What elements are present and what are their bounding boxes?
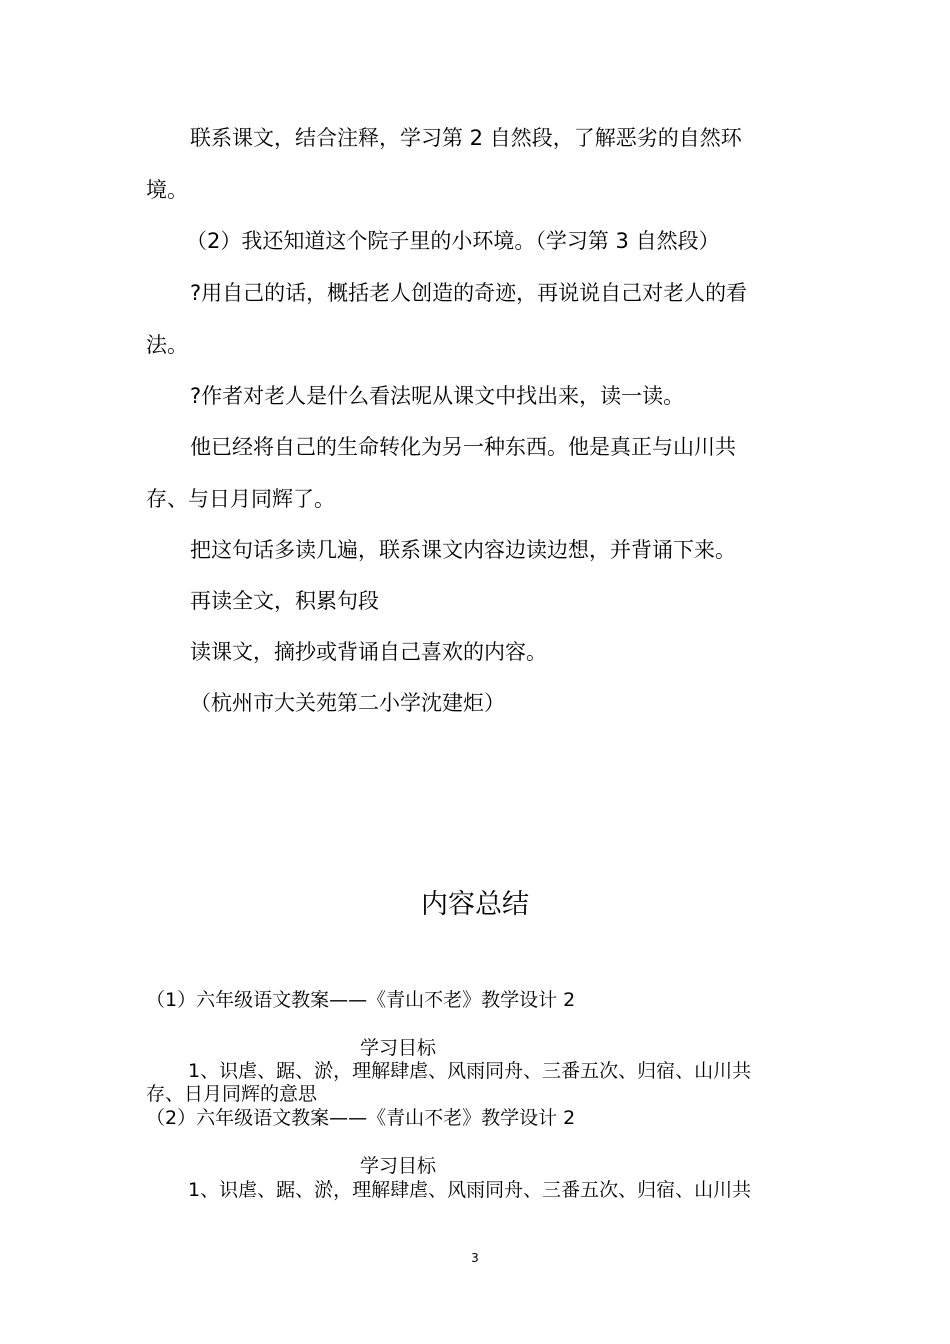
body-paragraph-line: 联系课文，结合注释，学习第 2 自然段，了解恶劣的自然环 xyxy=(190,126,742,150)
body-paragraph-line: 再读全文，积累句段 xyxy=(190,589,379,613)
body-paragraph-line: 存、与日月同辉了。 xyxy=(146,487,335,511)
summary-item-line: 1、识虐、踞、淤，理解肆虐、风雨同舟、三番五次、归宿、山川共 xyxy=(188,1179,752,1201)
author-attribution: （杭州市大关苑第二小学沈建炬） xyxy=(190,691,505,715)
body-paragraph-line: （2）我还知道这个院子里的小环境。（学习第 3 自然段） xyxy=(186,229,720,253)
summary-item-title: （2）六年级语文教案——《青山不老》教学设计 2 xyxy=(146,1107,576,1129)
summary-item-line: 1、识虐、踞、淤，理解肆虐、风雨同舟、三番五次、归宿、山川共 xyxy=(188,1060,752,1082)
body-paragraph-line: 法。 xyxy=(146,333,188,357)
summary-heading: 内容总结 xyxy=(421,889,529,920)
body-paragraph-line: ?用自己的话，概括老人创造的奇迹，再说说自己对老人的看 xyxy=(190,281,748,305)
body-paragraph-line: 境。 xyxy=(146,178,188,202)
body-paragraph-line: 把这句话多读几遍，联系课文内容边读边想，并背诵下来。 xyxy=(190,538,736,562)
summary-item-subtitle: 学习目标 xyxy=(360,1037,437,1059)
summary-item-subtitle: 学习目标 xyxy=(360,1155,437,1177)
body-paragraph-line: 读课文，摘抄或背诵自己喜欢的内容。 xyxy=(190,640,547,664)
body-paragraph-line: ?作者对老人是什么看法呢从课文中找出来，读一读。 xyxy=(190,384,685,408)
summary-item-line: 存、日月同辉的意思 xyxy=(146,1083,318,1105)
page-number: 3 xyxy=(471,1251,479,1265)
summary-item-title: （1）六年级语文教案——《青山不老》教学设计 2 xyxy=(146,989,576,1011)
body-paragraph-line: 他已经将自己的生命转化为另一种东西。他是真正与山川共 xyxy=(190,435,736,459)
